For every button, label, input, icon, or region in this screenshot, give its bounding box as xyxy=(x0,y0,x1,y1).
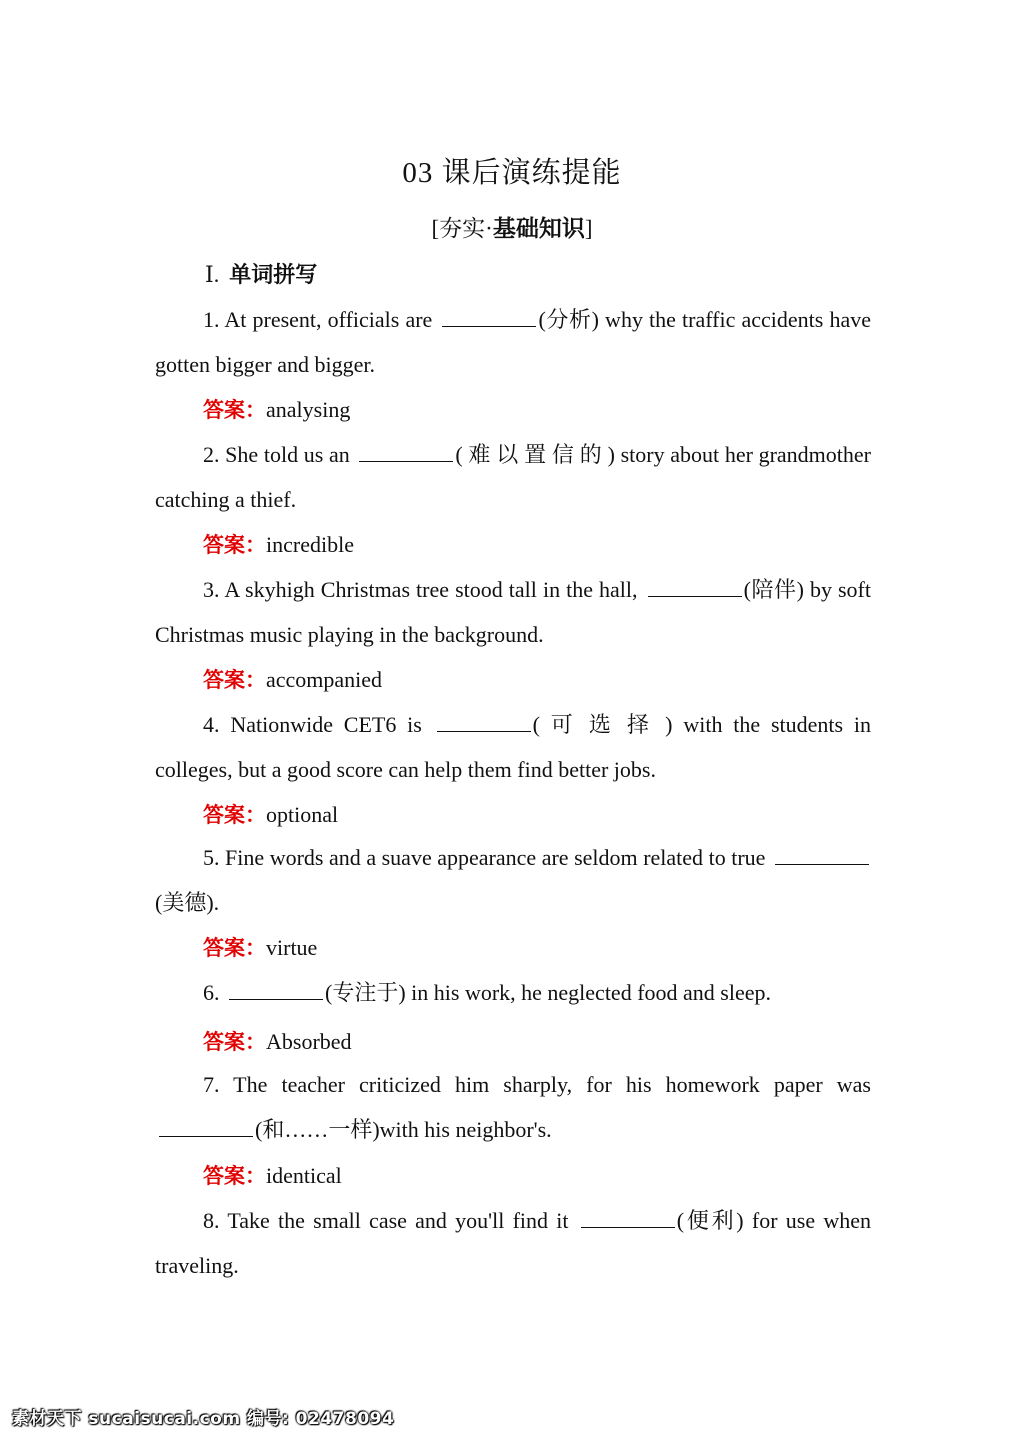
question-4-before: 4. Nationwide CET6 is xyxy=(203,712,433,737)
answer-blank xyxy=(359,441,453,462)
question-7-after: (和……一样)with his neighbor's. xyxy=(255,1117,552,1142)
question-2 xyxy=(155,432,871,522)
subtitle-close: ] xyxy=(584,216,593,241)
answer-4-text: optional xyxy=(266,802,339,827)
page-title: 03 课后演练提能 xyxy=(402,157,622,189)
answer-7-text: identical xyxy=(266,1163,342,1188)
question-3-before: 3. A skyhigh Christmas tree stood tall in the hall, xyxy=(203,577,644,602)
answer-blank xyxy=(442,306,536,327)
answer-4 xyxy=(203,799,338,829)
section-number: Ⅰ. xyxy=(205,262,220,287)
answer-blank xyxy=(159,1116,253,1137)
question-6-before: 6. xyxy=(203,980,225,1005)
answer-label: 答案： xyxy=(203,398,266,422)
page-subtitle xyxy=(0,210,1024,243)
question-7 xyxy=(155,1062,871,1152)
section-heading xyxy=(205,258,317,289)
answer-label: 答案： xyxy=(203,1164,266,1188)
answer-6-text: Absorbed xyxy=(266,1029,352,1054)
answer-label: 答案： xyxy=(203,803,266,827)
question-4-after: ( 可 选 择 ) with the students in colleges, but a good score can help them find better jobs. xyxy=(155,712,871,782)
answer-7 xyxy=(203,1160,342,1190)
subtitle-bold: 基础知识 xyxy=(492,216,585,241)
answer-3 xyxy=(203,664,382,694)
answer-label: 答案： xyxy=(203,668,266,692)
section-label: 单词拼写 xyxy=(229,262,318,287)
question-1-before: 1. At present, officials are xyxy=(203,307,439,332)
question-7-before: 7. The teacher criticized him sharply, for his homework paper was xyxy=(203,1072,871,1097)
question-3 xyxy=(155,567,871,657)
question-6-after: (专注于) in his work, he neglected food and sleep. xyxy=(325,980,771,1005)
question-2-before: 2. She told us an xyxy=(203,442,356,467)
question-2-after: ( 难 以 置 信 的 ) story about her grandmother catching a thief. xyxy=(155,442,871,512)
question-3-after: (陪伴) by soft Christmas music playing in the background. xyxy=(155,577,871,647)
answer-2 xyxy=(203,529,354,559)
question-5 xyxy=(155,835,871,925)
answer-6 xyxy=(203,1026,352,1056)
question-4 xyxy=(155,702,871,792)
answer-label: 答案： xyxy=(203,1030,266,1054)
answer-label: 答案： xyxy=(203,936,266,960)
answer-blank xyxy=(775,844,869,865)
answer-label: 答案： xyxy=(203,533,266,557)
answer-blank xyxy=(648,576,742,597)
subtitle-open: [夯实· xyxy=(431,216,493,241)
question-5-before: 5. Fine words and a suave appearance are seldom related to true xyxy=(203,845,771,870)
question-6 xyxy=(155,970,871,1015)
answer-blank xyxy=(581,1207,675,1228)
question-5-after: (美德). xyxy=(155,890,220,915)
watermark: 素材天下 sucaisucai.com 编号: 02478094 xyxy=(12,1409,395,1429)
answer-5 xyxy=(203,932,317,962)
answer-blank xyxy=(437,711,531,732)
question-1-after: (分析) why the traffic accidents have gotten bigger and bigger. xyxy=(155,307,871,377)
answer-3-text: accompanied xyxy=(266,667,383,692)
question-8-after: (便利) for use when traveling. xyxy=(155,1208,871,1278)
question-8-before: 8. Take the small case and you'll find it xyxy=(203,1208,577,1233)
answer-1 xyxy=(203,394,350,424)
answer-1-text: analysing xyxy=(266,397,351,422)
question-8 xyxy=(155,1198,871,1288)
question-1 xyxy=(155,297,871,387)
answer-2-text: incredible xyxy=(266,532,354,557)
answer-5-text: virtue xyxy=(266,935,318,960)
answer-blank xyxy=(229,979,323,1000)
